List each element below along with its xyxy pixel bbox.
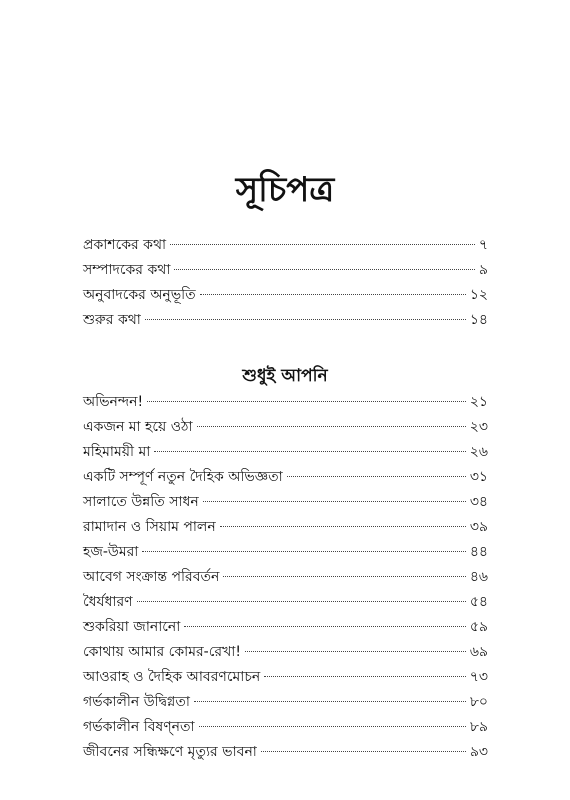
dot-leader — [264, 676, 466, 677]
toc-entry — [83, 440, 488, 465]
toc-entry — [83, 465, 488, 490]
toc-entry-page: ৬৯ — [469, 644, 488, 660]
toc-entry-label: সম্পাদকের কথা — [83, 262, 171, 278]
toc-entry-page: ৪৪ — [469, 544, 488, 560]
toc-entry-page: ১২ — [469, 287, 488, 303]
dot-leader — [184, 626, 465, 627]
toc-entry-label: জীবনের সন্ধিক্ষণে মৃত্যুর ভাবনা — [83, 744, 257, 760]
toc-entry-page: ২১ — [469, 394, 488, 410]
toc-entry-label: একটি সম্পূর্ণ নতুন দৈহিক অভিজ্ঞতা — [83, 469, 283, 485]
toc-entry-page: ৩৪ — [469, 494, 488, 510]
toc-entry-label: কোথায় আমার কোমর-রেখা! — [83, 644, 241, 660]
toc-entry-page: ৮০ — [469, 694, 488, 710]
toc-entry-label: প্রকাশকের কথা — [83, 237, 167, 253]
dot-leader — [147, 401, 466, 402]
toc-entry-page: ৩১ — [469, 469, 488, 485]
toc-entry — [83, 540, 488, 565]
dot-leader — [194, 701, 466, 702]
toc-entry-label: শুকরিয়া জানানো — [83, 619, 181, 635]
dot-leader — [174, 269, 475, 270]
dot-leader — [261, 751, 466, 752]
dot-leader — [137, 601, 466, 602]
toc-entry-page: ৯৩ — [469, 744, 488, 760]
toc-entry — [83, 665, 488, 690]
toc-entry-label: হজ-উমরা — [83, 544, 139, 560]
toc-entry-label: সালাতে উন্নতি সাধন — [83, 494, 199, 510]
toc-entry-label: রামাদান ও সিয়াম পালন — [83, 519, 216, 535]
section-heading: শুধুই আপনি — [242, 366, 328, 386]
toc-entry-page: ৩৯ — [469, 519, 488, 535]
dot-leader — [220, 526, 466, 527]
toc-entry-label: মহিমাময়ী মা — [83, 444, 151, 460]
dot-leader — [200, 294, 466, 295]
toc-entry-label: ধৈর্যধারণ — [83, 594, 133, 610]
dot-leader — [203, 501, 466, 502]
dot-leader — [145, 319, 466, 320]
toc-entry-label: আবেগ সংক্রান্ত পরিবর্তন — [83, 569, 220, 585]
toc-entry — [83, 715, 488, 740]
dot-leader — [245, 651, 466, 652]
toc-entry-page: ৭ — [478, 237, 488, 253]
toc-entry — [83, 615, 488, 640]
toc-entry — [83, 490, 488, 515]
toc-entry — [83, 515, 488, 540]
toc-entry-page: ৯ — [478, 262, 488, 278]
toc-entry-label: আওরাহ ও দৈহিক আবরণমোচন — [83, 669, 261, 685]
toc-entry — [83, 283, 488, 308]
toc-entry — [83, 740, 488, 765]
toc-entry — [83, 233, 488, 258]
page-title: সূচিপত্র — [235, 170, 335, 210]
dot-leader — [197, 426, 466, 427]
dot-leader — [287, 476, 466, 477]
toc-entry-page: ২৩ — [469, 419, 488, 435]
toc-entry-label: একজন মা হয়ে ওঠা — [83, 419, 193, 435]
toc-entry-page: ৭৩ — [469, 669, 488, 685]
front-matter-list — [83, 233, 488, 333]
toc-entry-label: অনুবাদকের অনুভূতি — [83, 287, 196, 303]
toc-entry-page: ৪৬ — [469, 569, 488, 585]
dot-leader — [170, 244, 475, 245]
dot-leader — [142, 551, 465, 552]
toc-entry-page: ৫৪ — [469, 594, 488, 610]
toc-entry-page: ২৬ — [469, 444, 488, 460]
toc-entry-page: ৫৯ — [469, 619, 488, 635]
toc-entry-label: অভিনন্দন! — [83, 394, 144, 410]
section-list — [83, 390, 488, 765]
toc-entry-label: গর্ভকালীন বিষণ্নতা — [83, 719, 195, 735]
toc-entry-label: শুরুর কথা — [83, 312, 141, 328]
toc-entry-page: ৮৯ — [469, 719, 488, 735]
toc-entry — [83, 565, 488, 590]
toc-entry-page: ১৪ — [469, 312, 488, 328]
dot-leader — [154, 451, 466, 452]
toc-entry — [83, 258, 488, 283]
dot-leader — [223, 576, 465, 577]
toc-entry — [83, 390, 488, 415]
toc-entry — [83, 308, 488, 333]
dot-leader — [199, 726, 466, 727]
toc-entry-label: গর্ভকালীন উদ্বিগ্নতা — [83, 694, 190, 710]
toc-entry — [83, 640, 488, 665]
toc-entry — [83, 590, 488, 615]
toc-entry — [83, 415, 488, 440]
toc-entry — [83, 690, 488, 715]
